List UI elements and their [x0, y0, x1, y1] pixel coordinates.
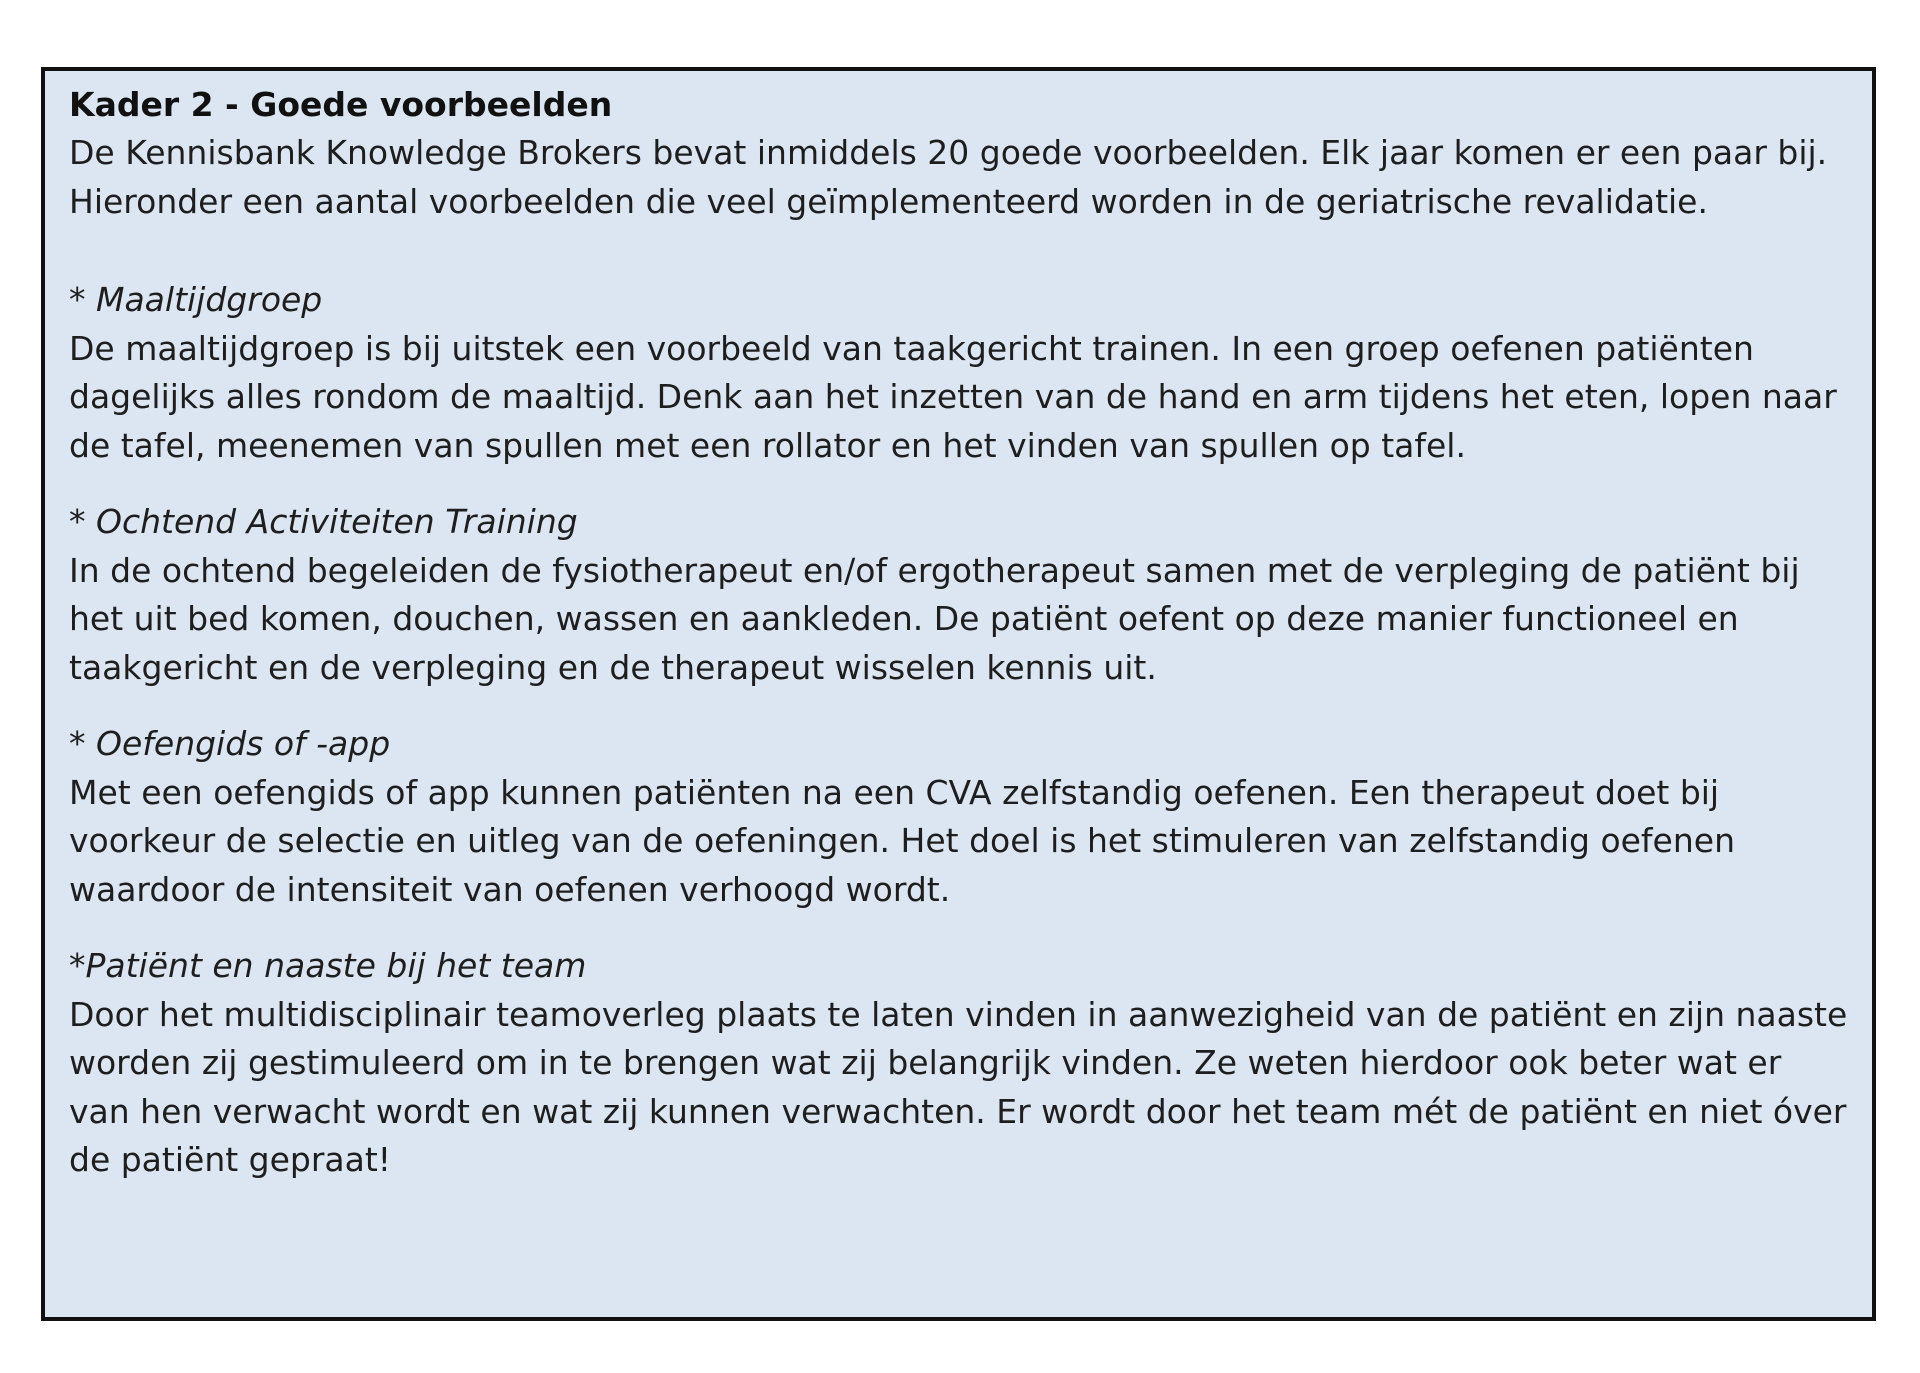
- example-text: In de ochtend begeleiden de fysiotherapeut en/of ergotherapeut samen met de verpleging de patiënt bij het uit bed komen, douchen, wassen en aankleden. De patiënt oefent op deze manier functioneel en taakgericht en de verpleging en de therapeut wisselen kennis uit.: [69, 550, 1800, 687]
- example-text: De maaltijdgroep is bij uitstek een voorbeeld van taakgericht trainen. In een groep oefenen patiënten dagelijks alles rondom de maaltijd. Denk aan het inzetten van de hand en arm tijdens het eten, lopen naar de tafel, meenemen van spullen met een rollator en het vinden van spullen op tafel.: [69, 328, 1837, 465]
- example-item-patient-en-naaste: [69, 942, 1848, 1185]
- example-title: * Oefengids of -app: [69, 724, 391, 763]
- kader-intro: De Kennisbank Knowledge Brokers bevat inmiddels 20 goede voorbeelden. Elk jaar komen er een paar bij. Hieronder een aantal voorbeelden die veel geïmplementeerd worden in de geriatrische revalidatie.: [69, 133, 1828, 221]
- example-title: * Ochtend Activiteiten Training: [69, 502, 578, 541]
- example-item-ochtend-activiteiten-training: [69, 498, 1848, 692]
- example-title: *Patiënt en naaste bij het team: [69, 946, 587, 985]
- example-text: Door het multidisciplinair teamoverleg plaats te laten vinden in aanwezigheid van de patiënt en zijn naaste worden zij gestimuleerd om in te brengen wat zij belangrijk vinden. Ze weten hierdoor ook beter wat er van hen verwacht wordt en wat zij kunnen verwachten. Er wordt door het team mét de patiënt en niet óver de patiënt gepraat!: [69, 994, 1848, 1179]
- kader-box: [41, 67, 1876, 1321]
- kader-title: Kader 2 - Goede voorbeelden: [69, 85, 613, 124]
- example-item-maaltijdgroep: [69, 276, 1848, 470]
- example-text: Met een oefengids of app kunnen patiënten na een CVA zelfstandig oefenen. Een therapeut doet bij voorkeur de selectie en uitleg van de oefeningen. Het doel is het stimuleren van zelfstandig oefenen waardoor de intensiteit van oefenen verhoogd wordt.: [69, 772, 1735, 909]
- example-item-oefengids: [69, 720, 1848, 914]
- example-title: * Maaltijdgroep: [69, 280, 323, 319]
